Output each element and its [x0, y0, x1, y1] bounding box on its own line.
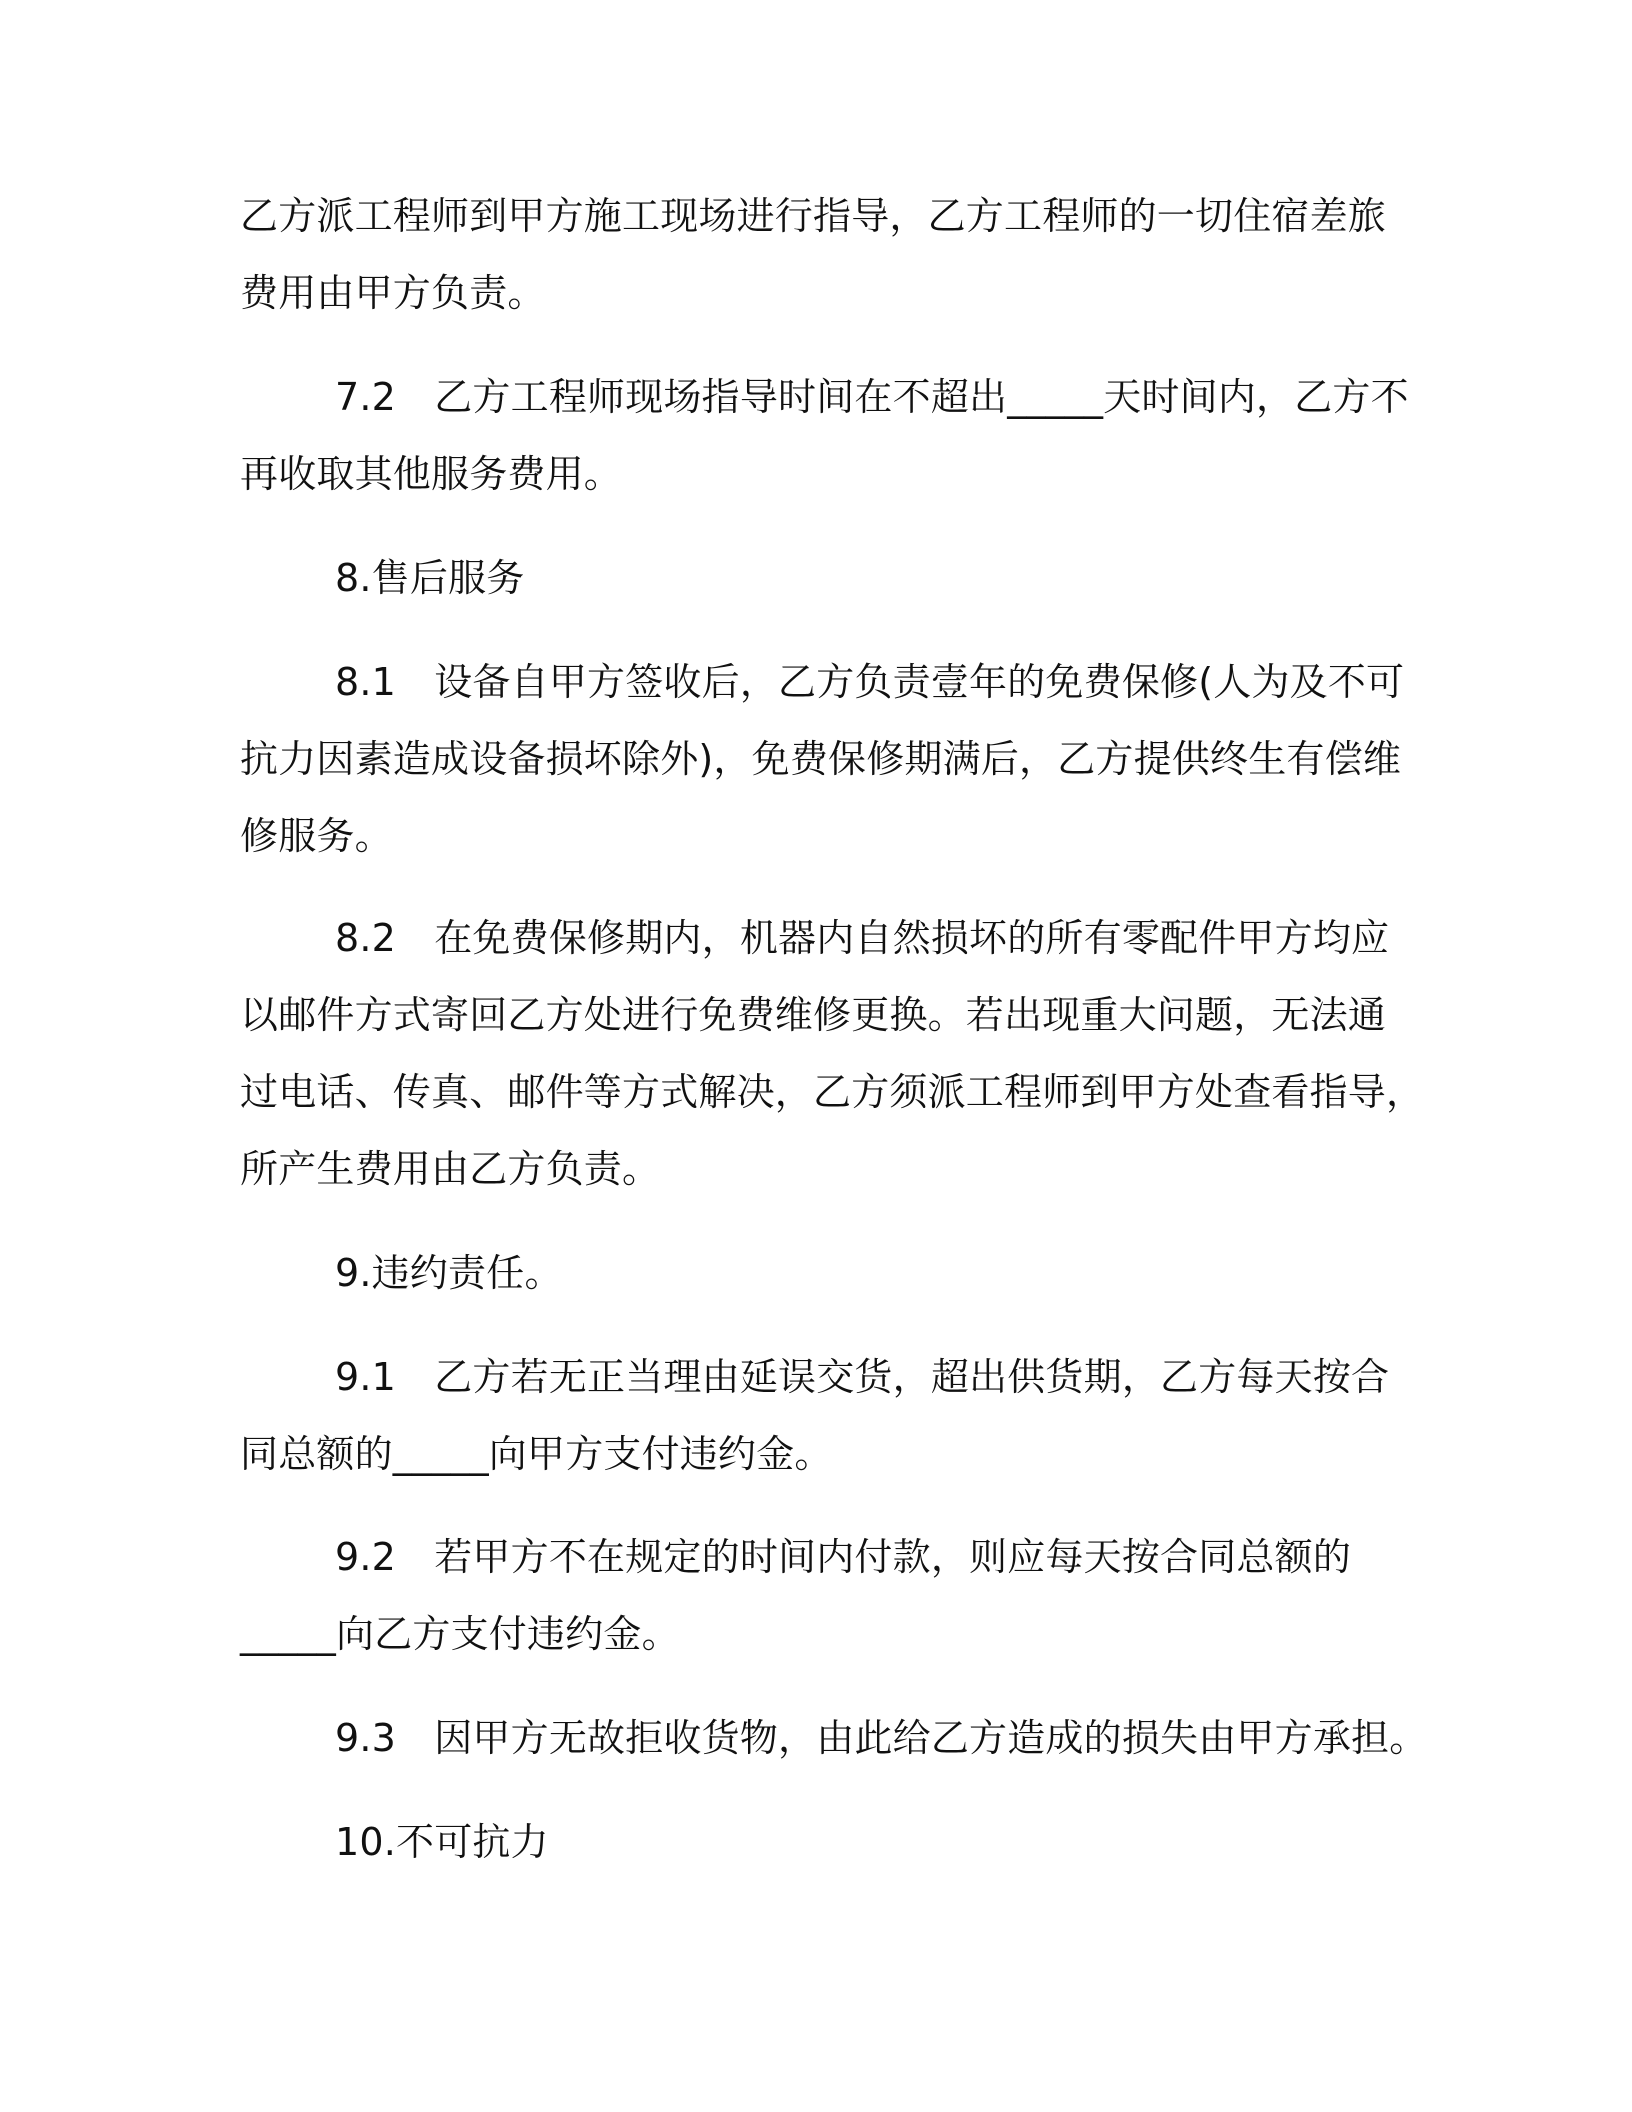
clause-8-2-line: 8.2 在免费保修期内，机器内自然损坏的所有零配件甲方均应 [335, 916, 1390, 960]
clause-9-2-line: 9.2 若甲方不在规定的时间内付款，则应每天按合同总额的 [335, 1535, 1352, 1579]
section-10-heading: 10.不可抗力 [335, 1820, 549, 1864]
clause-9-1-line: 9.1 乙方若无正当理由延误交货，超出供货期，乙方每天按合 [335, 1355, 1390, 1399]
clause-9-1-line: 同总额的_____向甲方支付违约金。 [240, 1432, 833, 1476]
clause-7-2-line: 7.2 乙方工程师现场指导时间在不超出_____天时间内，乙方不 [335, 375, 1409, 419]
clause-9-3-line: 9.3 因甲方无故拒收货物，由此给乙方造成的损失由甲方承担。 [335, 1716, 1428, 1760]
clause-8-1-line: 抗力因素造成设备损坏除外)，免费保修期满后，乙方提供终生有偿维 [240, 737, 1402, 781]
clause-8-2-line: 过电话、传真、邮件等方式解决，乙方须派工程师到甲方处查看指导， [240, 1070, 1425, 1114]
clause-9-2-line: _____向乙方支付违约金。 [240, 1612, 680, 1656]
paragraph-line: 费用由甲方负责。 [240, 271, 546, 315]
paragraph-line: 乙方派工程师到甲方施工现场进行指导，乙方工程师的一切住宿差旅 [240, 194, 1387, 238]
section-9-heading: 9.违约责任。 [335, 1251, 563, 1295]
clause-8-2-line: 以邮件方式寄回乙方处进行免费维修更换。若出现重大问题，无法通 [240, 993, 1387, 1037]
clause-8-1-line: 8.1 设备自甲方签收后，乙方负责壹年的免费保修(人为及不可 [335, 660, 1405, 704]
clause-7-2-line: 再收取其他服务费用。 [240, 452, 623, 496]
clause-8-1-line: 修服务。 [240, 814, 393, 858]
section-8-heading: 8.售后服务 [335, 556, 525, 600]
clause-8-2-line: 所产生费用由乙方负责。 [240, 1147, 661, 1191]
